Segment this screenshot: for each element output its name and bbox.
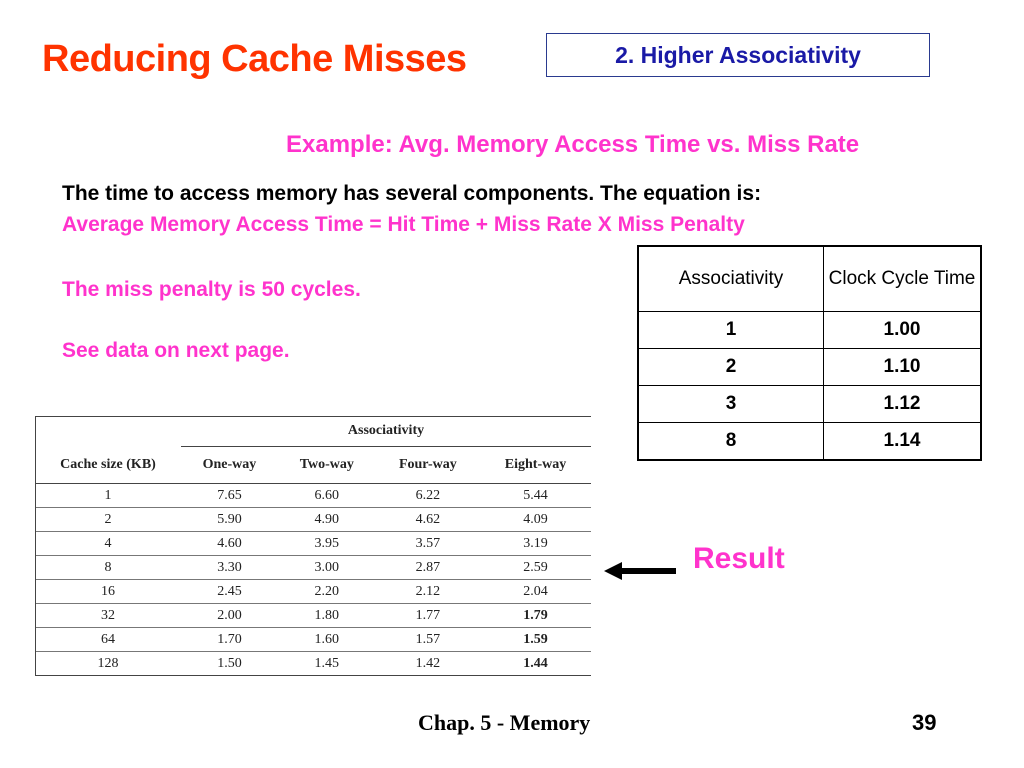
clock-table-header: Associativity (638, 246, 824, 312)
miss-table-cell: 32 (35, 604, 181, 628)
example-heading: Example: Avg. Memory Access Time vs. Miss Rate (286, 131, 860, 158)
penalty-note: The miss penalty is 50 cycles. (62, 278, 361, 301)
table-left-rule (35, 416, 36, 676)
clock-table-cell: 1.12 (824, 386, 982, 423)
miss-table-cell: 4.60 (181, 532, 278, 556)
miss-table-header: Four-way (376, 447, 480, 484)
miss-table-cell: 3.19 (480, 532, 591, 556)
miss-rate-table (35, 416, 591, 676)
miss-table-cell: 3.30 (181, 556, 278, 580)
miss-table-cell: 5.90 (181, 508, 278, 532)
clock-table-cell: 1.10 (824, 349, 982, 386)
clock-table-row (638, 349, 981, 386)
clock-table-cell: 3 (638, 386, 824, 423)
footer-chapter: Chap. 5 - Memory (418, 710, 591, 735)
miss-table-cell: 1.60 (278, 628, 376, 652)
miss-table-cell: 3.95 (278, 532, 376, 556)
miss-table-cell-highlight: 1.59 (480, 628, 591, 652)
associativity-group-header: Associativity (181, 416, 591, 447)
miss-table-row (35, 508, 591, 532)
miss-table-cell: 2.04 (480, 580, 591, 604)
miss-table-cell: 64 (35, 628, 181, 652)
miss-table-cell: 1.45 (278, 652, 376, 676)
clock-table-cell: 1.00 (824, 312, 982, 349)
clock-table-cell: 1 (638, 312, 824, 349)
miss-table-row (35, 580, 591, 604)
miss-table-cell: 1.57 (376, 628, 480, 652)
clock-table-header: Clock Cycle Time (824, 246, 982, 312)
miss-table-header: Eight-way (480, 447, 591, 484)
miss-table-row (35, 484, 591, 508)
miss-table-cell: 1.77 (376, 604, 480, 628)
miss-table-row (35, 652, 591, 676)
intro-text: The time to access memory has several components. The equation is: (62, 182, 762, 205)
empty-header-cell (35, 416, 181, 447)
miss-table-cell: 1.80 (278, 604, 376, 628)
slide-title: Reducing Cache Misses (42, 38, 467, 80)
subtitle-text: 2. Higher Associativity (615, 41, 861, 68)
miss-table-cell-highlight: 1.79 (480, 604, 591, 628)
miss-table-cell-highlight: 1.44 (480, 652, 591, 676)
miss-table-row (35, 556, 591, 580)
miss-table-row (35, 532, 591, 556)
miss-table-cell: 6.22 (376, 484, 480, 508)
see-data-note: See data on next page. (62, 339, 290, 362)
table-top-rule (35, 416, 591, 417)
miss-table-cell: 2.45 (181, 580, 278, 604)
miss-table-cell: 128 (35, 652, 181, 676)
equation-text: Average Memory Access Time = Hit Time + Miss Rate X Miss Penalty (62, 213, 745, 236)
subtitle-box (546, 33, 930, 77)
miss-table-cell: 2.59 (480, 556, 591, 580)
miss-table-cell: 8 (35, 556, 181, 580)
miss-table-cell: 1.50 (181, 652, 278, 676)
miss-table-cell: 16 (35, 580, 181, 604)
miss-table-cell: 4.09 (480, 508, 591, 532)
miss-table-cell: 1.70 (181, 628, 278, 652)
miss-table-cell: 4.90 (278, 508, 376, 532)
miss-table-row (35, 628, 591, 652)
miss-table-cell: 2.00 (181, 604, 278, 628)
miss-table-cell: 4 (35, 532, 181, 556)
miss-table-header: Cache size (KB) (35, 447, 181, 484)
page-number: 39 (912, 710, 937, 735)
miss-table-header: One-way (181, 447, 278, 484)
miss-table-cell: 6.60 (278, 484, 376, 508)
clock-table-row (638, 312, 981, 349)
miss-rate-table-image (35, 416, 591, 676)
clock-table-row (638, 386, 981, 423)
miss-table-cell: 1.42 (376, 652, 480, 676)
miss-table-cell: 2 (35, 508, 181, 532)
clock-table-cell: 8 (638, 423, 824, 461)
miss-table-cell: 1 (35, 484, 181, 508)
miss-table-cell: 3.00 (278, 556, 376, 580)
miss-table-cell: 2.87 (376, 556, 480, 580)
miss-table-row (35, 604, 591, 628)
result-label: Result (693, 542, 785, 575)
clock-cycle-table (637, 245, 982, 461)
clock-table-row (638, 423, 981, 461)
miss-table-cell: 2.20 (278, 580, 376, 604)
miss-table-cell: 4.62 (376, 508, 480, 532)
clock-table-cell: 2 (638, 349, 824, 386)
left-arrow-icon (604, 560, 676, 582)
miss-table-header: Two-way (278, 447, 376, 484)
miss-table-cell: 2.12 (376, 580, 480, 604)
miss-table-cell: 3.57 (376, 532, 480, 556)
miss-table-cell: 7.65 (181, 484, 278, 508)
clock-table-cell: 1.14 (824, 423, 982, 461)
miss-table-cell: 5.44 (480, 484, 591, 508)
